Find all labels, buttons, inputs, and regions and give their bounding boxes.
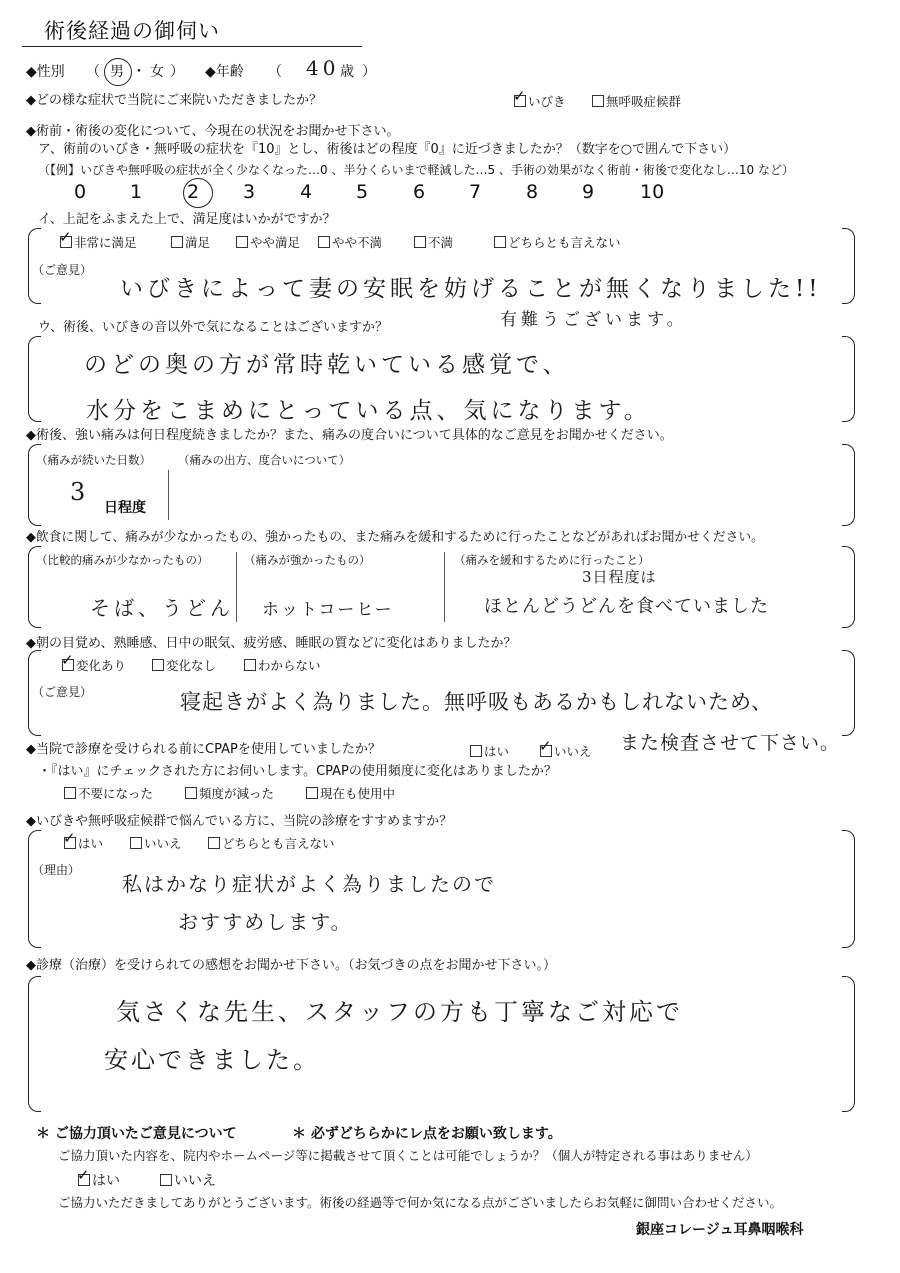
checkbox[interactable] xyxy=(185,787,197,799)
answer-bracket-right xyxy=(842,830,855,948)
checkbox[interactable] xyxy=(244,659,256,671)
option-label: いびき xyxy=(528,94,566,109)
option-label: やや満足 xyxy=(250,235,301,250)
handwritten-answer: 安心できました。 xyxy=(104,1046,320,1074)
option-label: いいえ xyxy=(174,1173,216,1189)
option-label: やや不満 xyxy=(332,235,383,250)
checkbox[interactable] xyxy=(414,236,426,248)
option-item[interactable] xyxy=(185,784,274,802)
scale-number[interactable]: 8 xyxy=(526,181,539,203)
option-item[interactable] xyxy=(318,233,382,251)
option-label: はい xyxy=(78,836,104,851)
satisfaction-question: イ、上記をふまえた上で、満足度はいかがですか？ xyxy=(38,212,336,227)
cpap-question: ◆当院で診療を受けられる前にCPAPを使用していましたか？ xyxy=(26,742,381,757)
checkbox[interactable] xyxy=(208,837,220,849)
checkbox[interactable] xyxy=(152,659,164,671)
reason-label: （理由） xyxy=(32,863,81,877)
checkbox[interactable] xyxy=(318,236,330,248)
option-label: いいえ xyxy=(144,836,182,851)
gender-female[interactable]: 女 xyxy=(150,64,164,80)
option-label: 満足 xyxy=(185,235,211,250)
answer-bracket-left xyxy=(28,336,41,422)
divider xyxy=(168,470,169,520)
cpap-yes[interactable] xyxy=(470,742,509,760)
checkbox[interactable] xyxy=(64,787,76,799)
checkbox[interactable] xyxy=(171,236,183,248)
change-question: ◆術前・術後の変化について、今現在の状況をお聞かせ下さい。 xyxy=(26,124,400,139)
symptom-option-apnea[interactable] xyxy=(592,92,681,110)
gender-open: （ xyxy=(86,64,100,80)
option-item[interactable] xyxy=(60,233,137,251)
handwritten-answer: 気さくな先生、スタッフの方も丁寧なご対応で xyxy=(116,998,683,1026)
handwritten-answer: のどの奥の方が常時乾いている感覚で、 xyxy=(84,352,570,378)
option-label: はい xyxy=(92,1173,120,1189)
scale-number[interactable]: 3 xyxy=(243,181,256,203)
consent-no[interactable] xyxy=(160,1170,216,1190)
answer-bracket-left xyxy=(28,976,41,1112)
cpap-subquestion: ・『はい』にチェックされた方にお伺いします。CPAPの使用頻度に変化はありましたか？ xyxy=(38,764,557,779)
option-label: わからない xyxy=(258,658,321,673)
food-col-label: （比較的痛みが少なかったもの） xyxy=(36,553,209,567)
scale-number[interactable]: 5 xyxy=(356,181,369,203)
checkbox[interactable] xyxy=(306,787,318,799)
answer-bracket-left xyxy=(28,228,41,304)
footer-heading: ＊ ご協力頂いたご意見について xyxy=(36,1126,237,1142)
answer-bracket-right xyxy=(842,650,855,736)
change-subquestion: ア、術前のいびき・無呼吸の症状を『10』とし、術後はどの程度『0』に近づきましたか？（数字を○で囲んで下さい） xyxy=(38,142,737,157)
handwritten-note: 3日程度は xyxy=(582,568,657,586)
answer-bracket-left xyxy=(28,830,41,948)
other-question: ウ、術後、いびきの音以外で気になることはございますか？ xyxy=(38,320,388,335)
scale-number[interactable]: 7 xyxy=(469,181,482,203)
option-label: 変化あり xyxy=(76,658,127,673)
scale-number[interactable]: 4 xyxy=(300,181,313,203)
symptom-option-snoring[interactable] xyxy=(514,92,566,110)
option-item[interactable] xyxy=(414,233,453,251)
recommend-question: ◆いびきや無呼吸症候群で悩んでいる方に、当院の診療をすすめますか？ xyxy=(26,814,453,829)
pain-detail-label: （痛みの出方、度合いについて） xyxy=(178,453,351,467)
option-item[interactable] xyxy=(244,656,321,674)
checkbox-checked[interactable] xyxy=(64,837,76,849)
handwritten-answer: いびきによって妻の安眠を妨げることが無くなりました!! xyxy=(120,276,822,302)
answer-bracket-right xyxy=(842,336,855,422)
option-item[interactable] xyxy=(152,656,216,674)
food-col-label: （痛みを緩和するために行ったこと） xyxy=(454,553,650,567)
footer-thanks: ご協力いただきましてありがとうございます。術後の経過等で何か気になる点がございましたらお気軽に御問い合わせください。 xyxy=(58,1195,783,1210)
option-label: 非常に満足 xyxy=(74,235,137,250)
footer-heading: ＊ 必ずどちらかにレ点をお願い致します。 xyxy=(292,1126,562,1142)
impression-question: ◆診療（治療）を受けられての感想をお聞かせ下さい。（お気づきの点をお聞かせ下さい。） xyxy=(26,958,556,973)
divider xyxy=(444,552,445,622)
handwritten-answer: おすすめします。 xyxy=(178,910,353,934)
pain-question: ◆術後、強い痛みは何日程度続きましたか？また、痛みの度合いについて具体的なご意見をお聞かせください。 xyxy=(26,428,673,443)
clinic-name: 銀座コレージュ耳鼻咽喉科 xyxy=(636,1222,804,1238)
scale-number[interactable]: 6 xyxy=(413,181,426,203)
divider xyxy=(236,552,237,622)
checkbox[interactable] xyxy=(470,745,482,757)
option-label: 不満 xyxy=(428,235,454,250)
food-col-label: （痛みが強かったもの） xyxy=(244,553,371,567)
morning-question: ◆朝の目覚め、熟睡感、日中の眠気、疲労感、睡眠の質などに変化はありましたか？ xyxy=(26,636,517,651)
circle-mark xyxy=(183,178,213,208)
gender-male[interactable]: 男 xyxy=(110,64,124,80)
footer-question: ご協力頂いた内容を、院内やホームページ等に掲載させて頂くことは可能でしょうか？（個人が特定される事はありません） xyxy=(58,1148,758,1163)
option-item[interactable] xyxy=(171,233,210,251)
scale-number[interactable]: 2 xyxy=(187,181,200,203)
answer-bracket-right xyxy=(842,546,855,628)
option-item[interactable] xyxy=(64,784,153,802)
age-label: ◆年齢 xyxy=(205,64,244,80)
option-label: 無呼吸症候群 xyxy=(606,94,682,109)
answer-bracket-left xyxy=(28,650,41,736)
handwritten-answer: 寝起きがよく為りました。無呼吸もあるかもしれないため、 xyxy=(180,690,774,714)
option-item[interactable] xyxy=(64,834,103,852)
age-value: 40 xyxy=(306,56,340,80)
option-label: 変化なし xyxy=(166,658,217,673)
option-label: 不要になった xyxy=(78,786,154,801)
scale-number[interactable]: 9 xyxy=(582,181,595,203)
option-label: いいえ xyxy=(554,744,592,759)
option-label: 頻度が減った xyxy=(199,786,275,801)
answer-bracket-right xyxy=(842,444,855,526)
checkbox[interactable] xyxy=(236,236,248,248)
checkbox[interactable] xyxy=(494,236,506,248)
food-question: ◆飲食に関して、痛みが少なかったもの、強かったもの、また痛みを緩和するために行ったことなどがあればお聞かせください。 xyxy=(26,530,764,545)
gender-close: ） xyxy=(170,64,184,80)
pain-days-label: （痛みが続いた日数） xyxy=(36,453,151,467)
opinion-label: （ご意見） xyxy=(32,263,93,277)
consent-yes[interactable] xyxy=(78,1170,120,1190)
gender-dot: ・ xyxy=(132,64,146,80)
option-item[interactable] xyxy=(208,834,335,852)
change-example: （【例】いびきや無呼吸の症状が全く少なくなった…0 、半分くらいまで軽減した…5 、手術の効果がなく術前・術後で変化なし…10 など） xyxy=(38,163,794,177)
circle-mark xyxy=(104,58,132,86)
option-item[interactable] xyxy=(62,656,126,674)
checkbox[interactable] xyxy=(160,1174,172,1186)
handwritten-answer: 有難うございます。 xyxy=(500,310,688,330)
handwritten-answer: 私はかなり症状がよく為りましたので xyxy=(122,872,496,896)
handwritten-answer: また検査させて下さい。 xyxy=(620,732,841,754)
option-label: はい xyxy=(484,744,510,759)
option-label: どちらとも言えない xyxy=(508,235,621,250)
checkbox[interactable] xyxy=(592,95,604,107)
option-item[interactable] xyxy=(130,834,182,852)
cpap-no[interactable] xyxy=(540,742,592,760)
checkbox-checked[interactable] xyxy=(62,659,74,671)
age-close: ） xyxy=(362,64,376,80)
opinion-label: （ご意見） xyxy=(32,685,93,699)
checkbox-checked[interactable] xyxy=(60,236,72,248)
option-item[interactable] xyxy=(494,233,621,251)
handwritten-answer: 水分をこまめにとっている点、気になります。 xyxy=(86,398,651,424)
pain-days-unit: 日程度 xyxy=(104,500,146,516)
pain-days-value: 3 xyxy=(70,478,90,506)
scale-number[interactable]: 0 xyxy=(74,181,87,203)
handwritten-answer: ホットコーヒー xyxy=(262,600,394,620)
handwritten-answer: ほとんどうどんを食べていました xyxy=(484,596,769,617)
page-title: 術後経過の御伺い xyxy=(44,19,220,43)
scale-number[interactable]: 1 xyxy=(130,181,143,203)
option-item[interactable] xyxy=(236,233,300,251)
age-unit: 歳 xyxy=(340,64,354,80)
option-label: 現在も使用中 xyxy=(320,786,396,801)
title-underline xyxy=(22,46,362,47)
checkbox[interactable] xyxy=(130,837,142,849)
age-open: （ xyxy=(268,64,282,80)
option-label: どちらとも言えない xyxy=(222,836,335,851)
option-item[interactable] xyxy=(306,784,395,802)
symptom-question: ◆どの様な症状で当院にご来院いただきましたか？ xyxy=(26,93,322,108)
checkbox-checked[interactable] xyxy=(540,745,552,757)
checkbox-checked[interactable] xyxy=(514,95,526,107)
answer-bracket-right xyxy=(842,228,855,304)
answer-bracket-right xyxy=(842,976,855,1112)
handwritten-answer: そば、うどん xyxy=(90,596,234,620)
scale-number[interactable]: 10 xyxy=(640,181,665,203)
checkbox-checked[interactable] xyxy=(78,1174,90,1186)
gender-label: ◆性別 xyxy=(26,64,65,80)
